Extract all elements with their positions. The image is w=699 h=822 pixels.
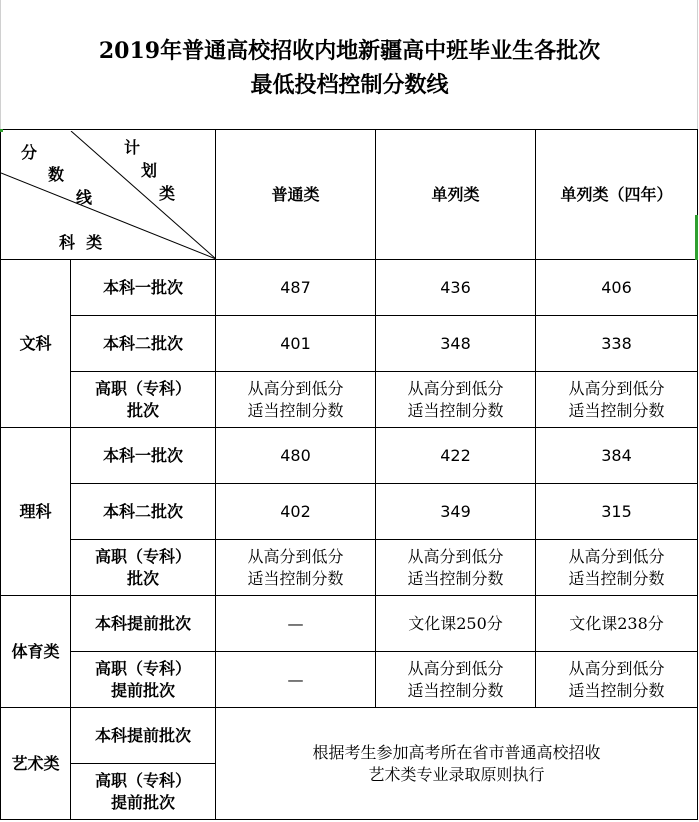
selection-marker-right: [695, 215, 698, 260]
art-admission-note: [216, 708, 698, 820]
score-cell: 384: [536, 428, 698, 484]
note-line-2: 适当控制分数: [407, 568, 504, 588]
table-row: [1, 540, 698, 596]
table-row: [1, 596, 698, 652]
score-note-cell: [376, 652, 536, 708]
note-line-1: 从高分到低分: [247, 378, 344, 398]
note-line-2: 适当控制分数: [407, 680, 504, 700]
score-table: [0, 129, 698, 820]
note-line-2: 适当控制分数: [247, 568, 344, 588]
note-line-2: 适当控制分数: [568, 680, 665, 700]
score-note-cell: [536, 540, 698, 596]
score-cell: 349: [376, 484, 536, 540]
group-label-yishu: 艺术类: [1, 708, 71, 820]
score-note-cell: [216, 540, 376, 596]
score-cell: 338: [536, 316, 698, 372]
corner-label-lei: 类: [159, 183, 176, 203]
corner-label-hua: 划: [141, 160, 158, 180]
table-row: [1, 708, 698, 764]
corner-label-xian: 线: [76, 187, 93, 207]
batch-label: 本科提前批次: [71, 708, 216, 764]
batch-label: [71, 652, 216, 708]
score-cell: 436: [376, 260, 536, 316]
batch-label: [71, 372, 216, 428]
page-title-line-2: 最低投档控制分数线: [250, 72, 449, 98]
col-header-danlie-4yr: 单列类（四年）: [536, 130, 698, 260]
batch-label: 本科二批次: [71, 484, 216, 540]
table-row: [1, 316, 698, 372]
batch-label-line-2: 批次: [126, 400, 159, 420]
col-header-putong: 普通类: [216, 130, 376, 260]
score-note-cell: [536, 652, 698, 708]
header-row: [1, 130, 698, 260]
note-line-2: 适当控制分数: [247, 400, 344, 420]
batch-label: 本科一批次: [71, 428, 216, 484]
note-line-1: 从高分到低分: [407, 658, 504, 678]
score-note-cell: [536, 372, 698, 428]
corner-label-ke-lei: 科 类: [59, 232, 103, 252]
score-cell: 422: [376, 428, 536, 484]
note-line-1: 从高分到低分: [568, 546, 665, 566]
batch-label: 本科二批次: [71, 316, 216, 372]
score-cell: 315: [536, 484, 698, 540]
score-cell: 文化课238分: [536, 596, 698, 652]
batch-label: 本科提前批次: [71, 596, 216, 652]
score-cell: 480: [216, 428, 376, 484]
title-block: [0, 0, 699, 130]
score-cell: 406: [536, 260, 698, 316]
note-line-1: 从高分到低分: [407, 378, 504, 398]
note-line-2: 适当控制分数: [568, 400, 665, 420]
score-cell: 348: [376, 316, 536, 372]
batch-label-line-1: 高职（专科）: [94, 658, 191, 678]
page-title-line-1: 2019年普通高校招收内地新疆高中班毕业生各批次: [98, 38, 601, 64]
table-row: [1, 428, 698, 484]
batch-label-line-2: 提前批次: [110, 792, 175, 812]
score-note-cell: [376, 540, 536, 596]
table-row: [1, 372, 698, 428]
selection-marker-left: [0, 129, 3, 132]
group-label-like: 理科: [1, 428, 71, 596]
batch-label-line-1: 高职（专科）: [94, 378, 191, 398]
corner-cell: [1, 130, 216, 260]
score-cell: 487: [216, 260, 376, 316]
score-cell: 文化课250分: [376, 596, 536, 652]
note-line-2: 适当控制分数: [407, 400, 504, 420]
note-line-1: 从高分到低分: [568, 378, 665, 398]
score-cell: —: [216, 652, 376, 708]
table-row: [1, 484, 698, 540]
group-label-wenke: 文科: [1, 260, 71, 428]
table-row: [1, 260, 698, 316]
batch-label-line-2: 提前批次: [110, 680, 175, 700]
batch-label: 本科一批次: [71, 260, 216, 316]
note-line-1: 从高分到低分: [568, 658, 665, 678]
score-note-cell: [376, 372, 536, 428]
score-cell: —: [216, 596, 376, 652]
batch-label: [71, 764, 216, 820]
note-line-2: 适当控制分数: [568, 568, 665, 588]
note-line-1: 从高分到低分: [247, 546, 344, 566]
col-header-danlie: 单列类: [376, 130, 536, 260]
batch-label-line-2: 批次: [126, 568, 159, 588]
batch-label: [71, 540, 216, 596]
batch-label-line-1: 高职（专科）: [94, 770, 191, 790]
score-cell: 401: [216, 316, 376, 372]
score-note-cell: [216, 372, 376, 428]
batch-label-line-1: 高职（专科）: [94, 546, 191, 566]
art-note-line-2: 艺术类专业录取原则执行: [368, 764, 545, 784]
corner-label-ji: 计: [124, 137, 141, 157]
score-cell: 402: [216, 484, 376, 540]
corner-label-fen: 分: [21, 142, 38, 162]
note-line-1: 从高分到低分: [407, 546, 504, 566]
group-label-tiyu: 体育类: [1, 596, 71, 708]
art-note-line-1: 根据考生参加高考所在省市普通高校招收: [312, 742, 601, 762]
corner-label-shu: 数: [48, 164, 65, 184]
table-row: [1, 652, 698, 708]
